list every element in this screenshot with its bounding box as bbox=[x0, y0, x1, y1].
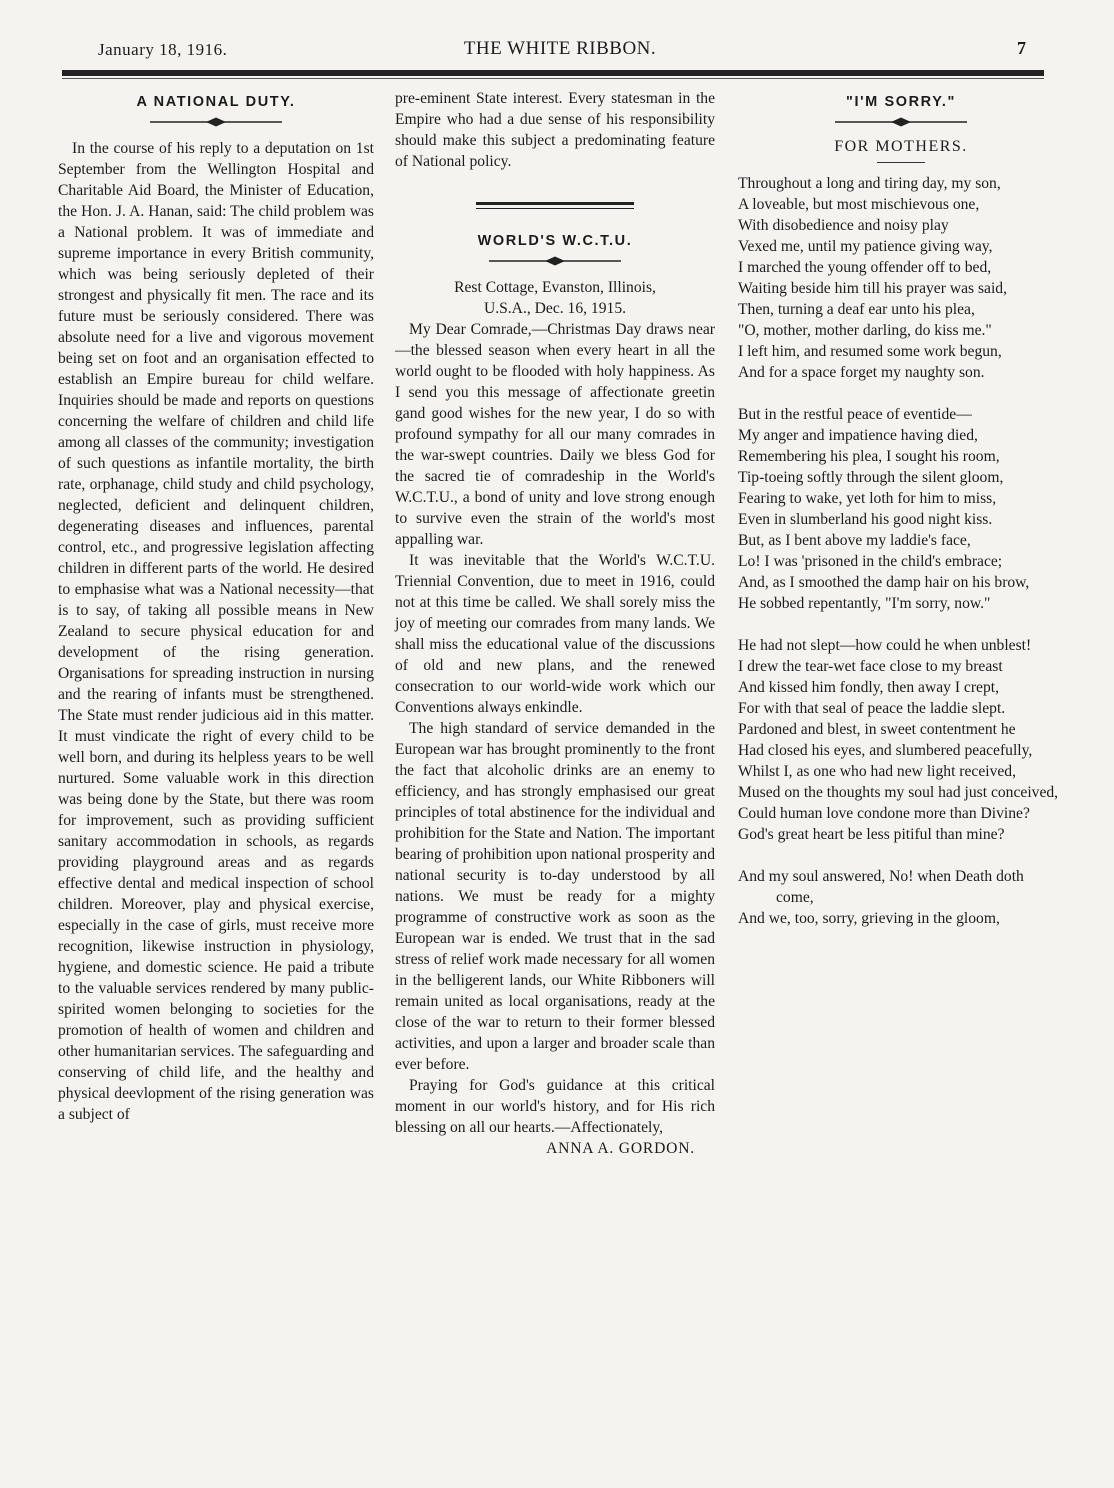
poem-line: And we, too, sorry, grieving in the gloom, bbox=[738, 910, 1000, 927]
poem-line: Even in slumberland his good night kiss. bbox=[738, 511, 993, 528]
poem-line: Tip-toeing softly through the silent gloom, bbox=[738, 469, 1004, 486]
poem-line: Lo! I was 'prisoned in the child's embrace; bbox=[738, 553, 1003, 570]
letter-date-line: U.S.A., Dec. 16, 1915. bbox=[483, 300, 627, 317]
header-rule-thin bbox=[62, 78, 1044, 79]
poem-stanza bbox=[738, 404, 1064, 614]
poem-stanza bbox=[738, 866, 1064, 929]
national-duty-continuation: pre-eminent State interest. Every statesman in the Empire who had a due sense of his responsibility should make this subject a predominating feature of National policy. bbox=[395, 90, 715, 170]
publication-title: THE WHITE RIBBON. bbox=[463, 38, 657, 59]
poem-line: Could human love condone more than Divine? bbox=[738, 805, 1030, 822]
poem-line: Pardoned and blest, in sweet contentment he bbox=[738, 721, 1016, 738]
issue-date: January 18, 1916. bbox=[98, 40, 228, 59]
poem-line: Remembering his plea, I sought his room, bbox=[738, 448, 1000, 465]
poem-stanza bbox=[738, 173, 1064, 383]
column-2 bbox=[395, 88, 715, 1159]
ornament-divider-icon bbox=[150, 116, 282, 128]
ornament-divider-icon bbox=[835, 116, 967, 128]
poem-line: I marched the young offender off to bed, bbox=[738, 259, 992, 276]
letter-paragraph: It was inevitable that the World's W.C.T.U. Triennial Convention, due to meet in 1916, could not at this time be called. We shall sorely miss the joy of meeting our comrades from many lands. We shall miss the educational value of the discussions of old and new plans, and the renewed consecration to our world-wide work which our Conventions always enkindle. bbox=[395, 552, 715, 716]
poem-line: And for a space forget my naughty son. bbox=[738, 364, 985, 381]
poem-heading: "I'M SORRY." bbox=[846, 94, 956, 110]
header-rule bbox=[62, 70, 1044, 76]
poem-line: I drew the tear-wet face close to my breast bbox=[738, 658, 1003, 675]
poem-line: God's great heart be less pitiful than mine? bbox=[738, 826, 1005, 843]
page-number: 7 bbox=[1017, 38, 1026, 58]
national-duty-body: In the course of his reply to a deputation on 1st September from the Wellington Hospital and Charitable Aid Board, the Minister of Education, the Hon. J. A. Hanan, said: The child problem was a National problem. It was of immediate and supreme importance in every British community, which was being seriously depleted of their strongest and physically fit men. The race and its future must be seriously considered. There was absolute need for a live and vigorous movement being set on foot and an organisation effected to establish an Empire bureau for child welfare. Inquiries should be made and reports on questions concerning the welfare of children and child life among all classes of the community; investigation of such questions as infantile mortality, the birth rate, orphanage, child study and child psychology, neglected, deficient and delinquent children, degenerating diseases and influences, parental control, etc., and progressive legislation affecting children in different parts of the world. He desired to emphasise what was a National necessity—that is to say, of taking all possible means in New Zealand to secure physical education for and development of the rising generation. Organisations for spreading instruction in nursing and the rearing of infants must be strengthened. The State must render judicious aid in this matter. It must vindicate the right of every child to be well born, and during its helpless years to be well nurtured. Some valuable work in this direction was being done by the State, but there was room for improvement, such as providing sufficient sanitary accommodation in schools, as regards providing playground areas and as regards effective dental and medical inspection of school children. Moreover, play and physical exercise, especially in the case of girls, must receive more recognition, likewise instruction in physiology, hygiene, and domestic science. He paid a tribute to the valuable services rendered by many public-spirited women belonging to societies for the promotion of health of women and children and other humanitarian services. The safeguarding and conserving of child life, and the healthy and physical deevlopment of the rising generation was a subject of bbox=[58, 140, 374, 1123]
poem-subheading: FOR MOTHERS. bbox=[834, 138, 968, 155]
letter-paragraph: My Dear Comrade,—Christmas Day draws near—the blessed season when every heart in all the world ought to be flooded with holy happiness. As I send you this message of affectionate greetin gand good wishes for the new year, I do so with profound sympathy for all our many comrades in the war-swept countries. Daily we bless God for the sacred tie of comradeship in the World's W.C.T.U., a bond of unity and love strong enough to survive even the strain of the world's most appalling war. bbox=[395, 321, 715, 548]
section-divider bbox=[476, 202, 634, 209]
poem-line: For with that seal of peace the laddie slept. bbox=[738, 700, 1006, 717]
letter-address-line: Rest Cottage, Evanston, Illinois, bbox=[454, 279, 656, 296]
poem-line: But, as I bent above my laddie's face, bbox=[738, 532, 971, 549]
poem-line: Waiting beside him till his prayer was said, bbox=[738, 280, 1007, 297]
wctu-heading: WORLD'S W.C.T.U. bbox=[477, 233, 633, 249]
poem-line: With disobedience and noisy play bbox=[738, 217, 949, 234]
poem-line: Mused on the thoughts my soul had just conceived, bbox=[738, 784, 1059, 801]
column-3 bbox=[738, 88, 1064, 929]
poem-line: Throughout a long and tiring day, my son, bbox=[738, 175, 1001, 192]
poem-line: And, as I smoothed the damp hair on his brow, bbox=[738, 574, 1030, 591]
poem-line: He had not slept—how could he when unblest! bbox=[738, 637, 1032, 654]
ornament-divider-icon bbox=[489, 255, 621, 267]
poem-stanza bbox=[738, 635, 1064, 845]
poem-line: Fearing to wake, yet loth for him to miss, bbox=[738, 490, 997, 507]
poem-line: Whilst I, as one who had new light received, bbox=[738, 763, 1017, 780]
poem-line: A loveable, but most mischievous one, bbox=[738, 196, 980, 213]
poem-rule bbox=[877, 162, 925, 163]
poem-line: "O, mother, mother darling, do kiss me." bbox=[738, 322, 992, 339]
poem-line: I left him, and resumed some work begun, bbox=[738, 343, 1002, 360]
letter-paragraph: Praying for God's guidance at this critical moment in our world's history, and for His rich blessing on all our hearts.—Affectionately, bbox=[395, 1077, 715, 1136]
column-1 bbox=[58, 88, 374, 1125]
letter-signature: ANNA A. GORDON. bbox=[546, 1140, 695, 1157]
poem-line: Had closed his eyes, and slumbered peacefully, bbox=[738, 742, 1033, 759]
poem-line: Then, turning a deaf ear unto his plea, bbox=[738, 301, 975, 318]
national-duty-heading: A NATIONAL DUTY. bbox=[136, 94, 296, 110]
poem-line: And kissed him fondly, then away I crept, bbox=[738, 679, 999, 696]
poem-line: And my soul answered, No! when Death doth come, bbox=[738, 868, 1024, 906]
letter-paragraph: The high standard of service demanded in the European war has brought prominently to the front the fact that alcoholic drinks are an enemy to efficiency, and has strongly emphasised our great principles of total abstinence for the individual and prohibition for the State and Nation. The important bearing of prohibition upon national prosperity and national security is to-day understood by all nations. We must be ready for a mighty programme of constructive work as soon as the European war is ended. We trust that in the sad stress of relief work made necessary for all women in the belligerent lands, our White Ribboners will remain united as local organisations, ready at the close of the war to return to their former blessed activities, and upon a larger and broader scale than ever before. bbox=[395, 720, 715, 1073]
poem-line: My anger and impatience having died, bbox=[738, 427, 978, 444]
page-header bbox=[60, 36, 1060, 66]
poem-line: Vexed me, until my patience giving way, bbox=[738, 238, 993, 255]
poem-line: He sobbed repentantly, "I'm sorry, now." bbox=[738, 595, 991, 612]
poem-line: But in the restful peace of eventide— bbox=[738, 406, 972, 423]
